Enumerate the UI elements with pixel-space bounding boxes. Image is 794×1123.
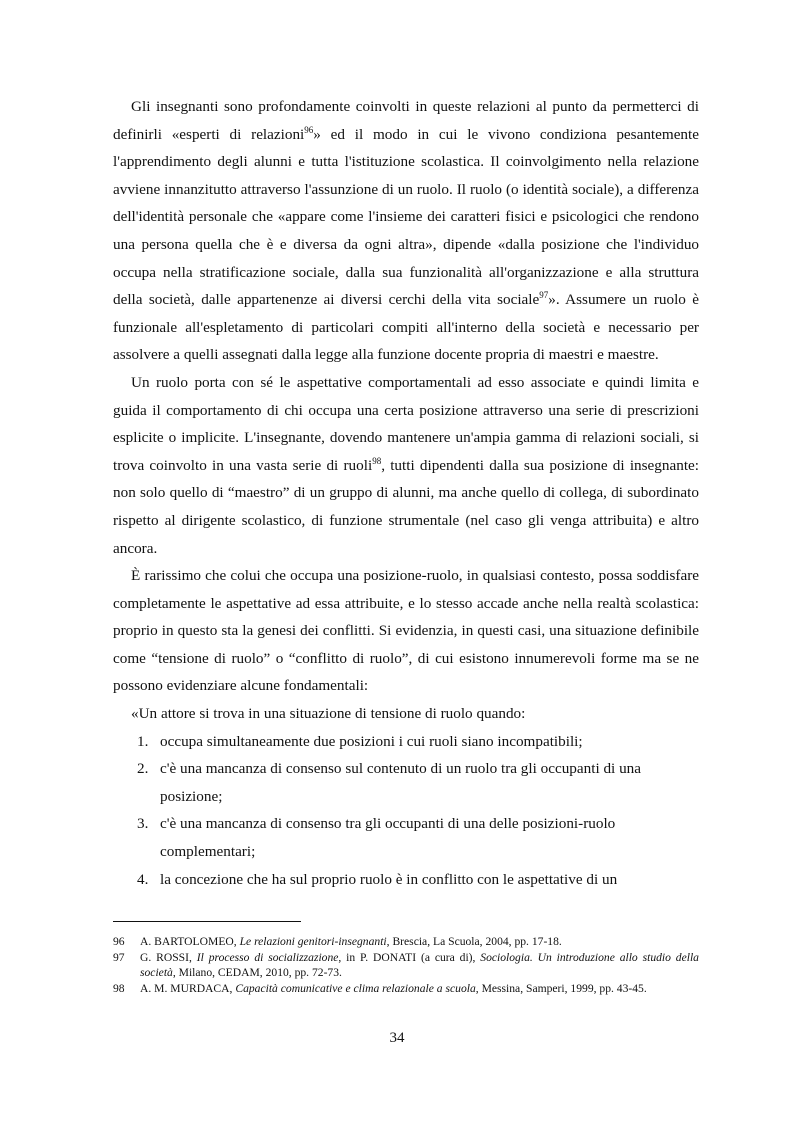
footnote-ref-98[interactable]: 98: [372, 455, 382, 466]
footnote-96: 96 A. BARTOLOMEO, Le relazioni genitori-insegnanti, Brescia, La Scuola, 2004, pp. 17-18.: [113, 935, 562, 948]
paragraph-2: Un ruolo porta con sé le aspettative comportamentali ad esso associate e quindi limita e guida il comportamento di chi occupa una certa posizione attraverso una serie di prescrizioni esplicite o implicite. L'insegnante, dovendo mantenere un'ampia gamma di relazioni sociali, si trova coinvolto in una vasta serie di ruoli$^{98}$, tutti dipendenti dalla sua posizione di insegnante: non solo quello di “maestro” di un gruppo di alunni, ma anche quello di collega, di subordinato rispetto al dirigente scolastico, di funzione strumentale (nel caso gli venga attribuita) e altro ancora.: [113, 373, 699, 557]
quote-intro: «Un attore si trova in una situazione di tensione di ruolo quando:: [131, 705, 526, 723]
footnotes: [113, 934, 699, 996]
paragraph-1: Gli insegnanti sono profondamente coinvolti in queste relazioni al punto da permetterci di definirli «esperti di relazioni$^{96}$» ed il modo in cui le vivono condiziona pesantemente l'apprendimento degli alunni e tutta l'istituzione scolastica. Il coinvolgimento nella relazione avviene innanzitutto attraverso l'assunzione di un ruolo. Il ruolo (o identità sociale), a differenza dell'identità personale che «appare come l'insieme dei caratteri fisici e psicologici che rendono una persona quella che è e diversa da ogni altra», dipende «dalla posizione che l'individuo occupa nella stratificazione sociale, dalla sua funzionalità all'organizzazione e alla struttura della società, dalle appartenenze ai diversi cerchi della vita sociale$^{97}$». Assumere un ruolo è funzionale all'espletamento di particolari compiti all'interno della società e necessario per assolvere a quelli assegnati dalla legge alla funzione docente propria di maestri e maestre.: [113, 98, 699, 364]
footnote-97: 97 G. ROSSI, Il processo di socializzazione, in P. DONATI (a cura di), Sociologia. Un introduzione allo studio della società, Milano, CEDAM, 2010, pp. 72-73.: [113, 950, 699, 980]
role-tension-list: [113, 728, 699, 894]
page-number: 34: [389, 1030, 405, 1046]
footnote-ref-97[interactable]: 97: [539, 290, 549, 301]
list-item: 4. la concezione che ha sul proprio ruolo è in conflitto con le aspettative di un: [137, 870, 618, 888]
body-text: [113, 93, 699, 893]
footnote-98: 98 A. M. MURDACA, Capacità comunicative e clima relazionale a scuola, Messina, Samperi, 1999, pp. 43-45.: [113, 981, 647, 995]
list-item: 2. c'è una mancanza di consenso sul contenuto di un ruolo tra gli occupanti di una posizione;: [137, 760, 642, 805]
footnote-separator: [113, 921, 301, 922]
list-item: 1. occupa simultaneamente due posizioni i cui ruoli siano incompatibili;: [137, 732, 583, 750]
paragraph-3: È rarissimo che colui che occupa una posizione-ruolo, in qualsiasi contesto, possa soddisfare completamente le aspettative ad essa attribuite, e lo stesso accade anche nella realtà scolastica: proprio in questo sta la genesi dei conflitti. Si evidenzia, in questi casi, una situazione definibile come “tensione di ruolo” o “conflitto di ruolo”, di cui esistono innumerevoli forme ma se ne possono evidenziare alcune fondamentali:: [113, 567, 699, 695]
footnote-ref-96[interactable]: 96: [304, 124, 314, 135]
list-item: 3. c'è una mancanza di consenso tra gli occupanti di una delle posizioni-ruolo complementari;: [137, 815, 616, 861]
